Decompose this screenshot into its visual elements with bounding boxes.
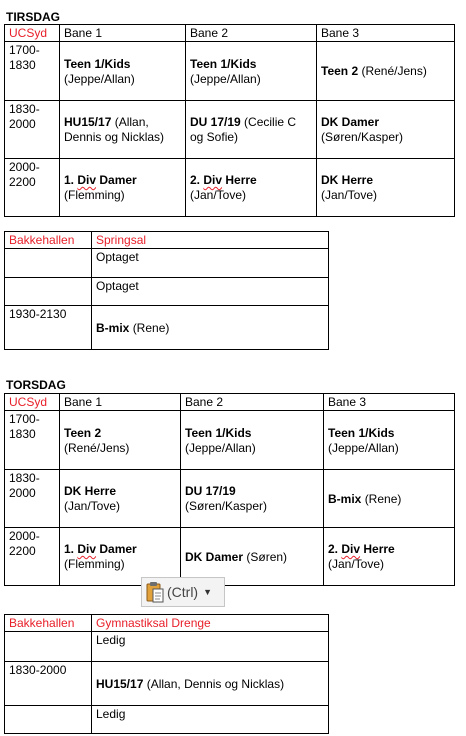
tirsdag-hall-table xyxy=(4,231,329,350)
slot-cell: B-mix (Rene) xyxy=(324,470,455,528)
chevron-down-icon: ▼ xyxy=(203,587,213,597)
time-cell: 1700- 1830 xyxy=(5,411,60,470)
table-row xyxy=(5,411,455,470)
header-cell: Bane 3 xyxy=(324,394,455,411)
heading-torsdag: TORSDAG xyxy=(6,378,66,392)
slot-cell: DU 17/19 (Cecilie C og Sofie) xyxy=(186,101,317,159)
header-cell: UCSyd xyxy=(5,25,60,42)
header-cell: UCSyd xyxy=(5,394,60,411)
slot-cell: HU15/17 (Allan, Dennis og Nicklas) xyxy=(60,101,186,159)
header-cell: Bane 3 xyxy=(317,25,455,42)
header-cell: Springsal xyxy=(92,232,329,249)
table-row xyxy=(5,470,455,528)
table-header-row xyxy=(5,615,329,632)
slot-cell: DK Herre (Jan/Tove) xyxy=(317,159,455,217)
table-row xyxy=(5,528,455,586)
time-cell xyxy=(5,249,92,278)
paste-options-label: (Ctrl) xyxy=(167,584,199,600)
table-header-row xyxy=(5,394,455,411)
time-cell: 1830- 2000 xyxy=(5,470,60,528)
time-cell xyxy=(5,706,92,734)
slot-cell: Teen 1/Kids (Jeppe/Allan) xyxy=(181,411,324,470)
spellcheck-word: Div xyxy=(203,173,223,187)
slot-cell: Optaget xyxy=(92,249,329,278)
table-row xyxy=(5,632,329,662)
tirsdag-table xyxy=(4,24,455,217)
time-cell xyxy=(5,632,92,662)
slot-cell: Teen 2 (René/Jens) xyxy=(317,42,455,101)
time-cell: 1830-2000 xyxy=(5,662,92,706)
slot-cell: 2. Div Herre (Jan/Tove) xyxy=(324,528,455,586)
torsdag-table xyxy=(4,393,455,586)
clipboard-icon xyxy=(146,581,164,603)
slot-cell: DU 17/19 (Søren/Kasper) xyxy=(181,470,324,528)
table-row xyxy=(5,306,329,350)
slot-cell: Teen 1/Kids (Jeppe/Allan) xyxy=(324,411,455,470)
spellcheck-word: Div xyxy=(341,542,361,556)
header-cell: Bakkehallen xyxy=(5,232,92,249)
spellcheck-word: Div xyxy=(77,173,97,187)
time-cell: 2000- 2200 xyxy=(5,159,60,217)
table-row xyxy=(5,101,455,159)
table-row xyxy=(5,662,329,706)
table-row xyxy=(5,706,329,734)
slot-cell: HU15/17 (Allan, Dennis og Nicklas) xyxy=(92,662,329,706)
slot-cell: Teen 2 (René/Jens) xyxy=(60,411,181,470)
heading-tirsdag: TIRSDAG xyxy=(6,10,60,24)
paste-options-button[interactable] xyxy=(141,577,225,607)
table-row xyxy=(5,159,455,217)
table-header-row xyxy=(5,25,455,42)
spellcheck-word: Div xyxy=(77,542,97,556)
slot-cell: Teen 1/Kids (Jeppe/Allan) xyxy=(186,42,317,101)
header-cell: Bane 1 xyxy=(60,394,181,411)
table-row xyxy=(5,249,329,278)
slot-cell: 2. Div Herre (Jan/Tove) xyxy=(186,159,317,217)
time-cell: 1700- 1830 xyxy=(5,42,60,101)
slot-cell: DK Damer (Søren/Kasper) xyxy=(317,101,455,159)
header-cell: Bane 1 xyxy=(60,25,186,42)
time-cell xyxy=(5,278,92,306)
slot-cell: 1. Div Damer (Flemming) xyxy=(60,528,181,586)
slot-cell: Ledig xyxy=(92,706,329,734)
slot-cell: 1. Div Damer (Flemming) xyxy=(60,159,186,217)
torsdag-hall-table xyxy=(4,614,329,734)
slot-cell: Ledig xyxy=(92,632,329,662)
slot-cell: DK Damer (Søren) xyxy=(181,528,324,586)
table-header-row xyxy=(5,232,329,249)
slot-cell: DK Herre (Jan/Tove) xyxy=(60,470,181,528)
time-cell: 2000- 2200 xyxy=(5,528,60,586)
table-row xyxy=(5,278,329,306)
header-cell: Bane 2 xyxy=(181,394,324,411)
header-cell: Bane 2 xyxy=(186,25,317,42)
slot-cell: Optaget xyxy=(92,278,329,306)
slot-cell: Teen 1/Kids (Jeppe/Allan) xyxy=(60,42,186,101)
header-cell: Bakkehallen xyxy=(5,615,92,632)
time-cell: 1930-2130 xyxy=(5,306,92,350)
slot-cell: B-mix (Rene) xyxy=(92,306,329,350)
table-row xyxy=(5,42,455,101)
header-cell: Gymnastiksal Drenge xyxy=(92,615,329,632)
time-cell: 1830- 2000 xyxy=(5,101,60,159)
